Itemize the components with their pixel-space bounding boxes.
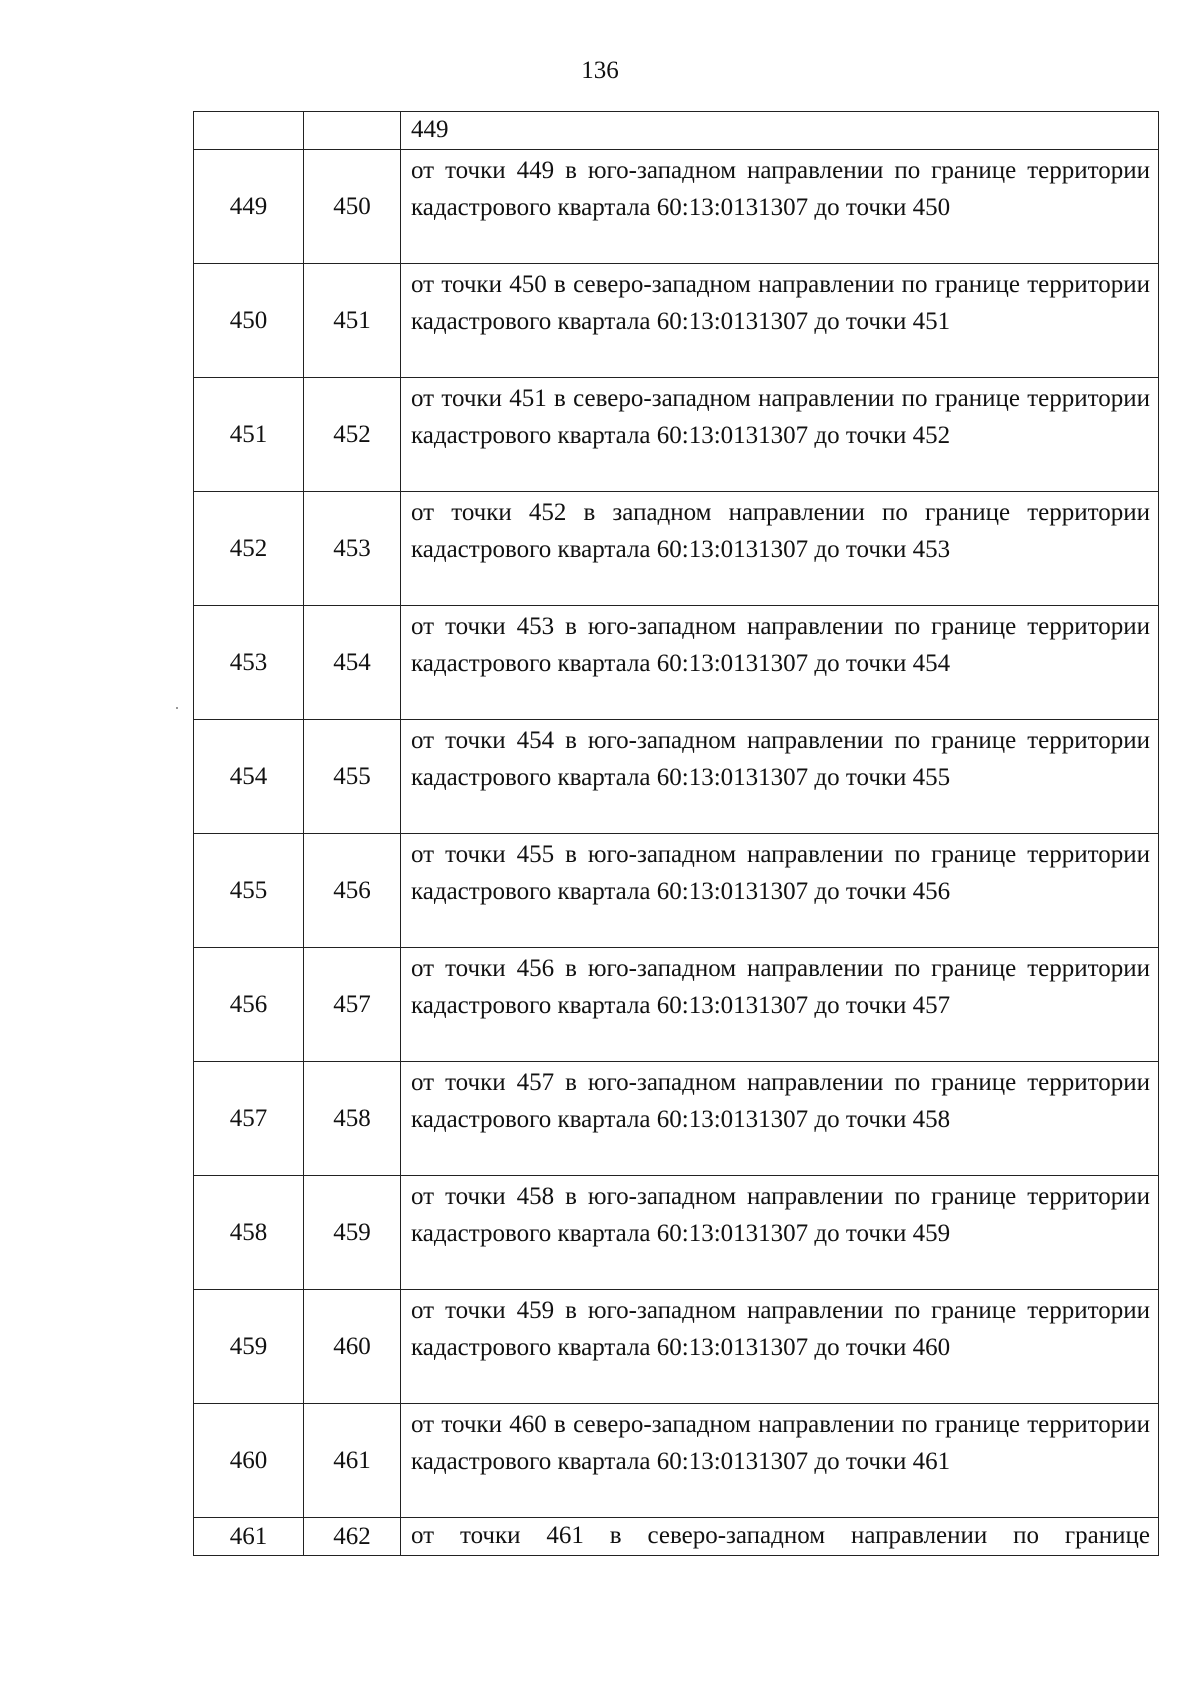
description-cell: от точки 449 в юго-западном направлении по границе территории кадастрового квартала 60:13:0131307 до точки 450 bbox=[401, 150, 1159, 264]
scan-artifact-dot bbox=[176, 707, 178, 709]
table-row bbox=[194, 1176, 1159, 1290]
to-point-cell: 453 bbox=[304, 492, 401, 606]
from-point-cell: 456 bbox=[194, 948, 304, 1062]
table-row bbox=[194, 1518, 1159, 1556]
description-cell: от точки 457 в юго-западном направлении по границе территории кадастрового квартала 60:13:0131307 до точки 458 bbox=[401, 1062, 1159, 1176]
from-point-cell: 449 bbox=[194, 150, 304, 264]
table-row bbox=[194, 1062, 1159, 1176]
to-point-cell: 450 bbox=[304, 150, 401, 264]
table-row bbox=[194, 606, 1159, 720]
to-point-cell: 452 bbox=[304, 378, 401, 492]
table-row bbox=[194, 264, 1159, 378]
description-cell: от точки 458 в юго-западном направлении по границе территории кадастрового квартала 60:13:0131307 до точки 459 bbox=[401, 1176, 1159, 1290]
table-row bbox=[194, 720, 1159, 834]
from-point-cell bbox=[194, 112, 304, 150]
from-point-cell: 452 bbox=[194, 492, 304, 606]
from-point-cell: 460 bbox=[194, 1404, 304, 1518]
boundary-table bbox=[193, 111, 1159, 1556]
description-cell: от точки 451 в северо-западном направлении по границе территории кадастрового квартала 60:13:0131307 до точки 452 bbox=[401, 378, 1159, 492]
to-point-cell: 456 bbox=[304, 834, 401, 948]
description-cell: от точки 455 в юго-западном направлении по границе территории кадастрового квартала 60:13:0131307 до точки 456 bbox=[401, 834, 1159, 948]
table-row bbox=[194, 492, 1159, 606]
description-cell: 449 bbox=[401, 112, 1159, 150]
from-point-cell: 461 bbox=[194, 1518, 304, 1556]
from-point-cell: 455 bbox=[194, 834, 304, 948]
to-point-cell: 455 bbox=[304, 720, 401, 834]
to-point-cell: 459 bbox=[304, 1176, 401, 1290]
description-cell: от точки 460 в северо-западном направлении по границе территории кадастрового квартала 60:13:0131307 до точки 461 bbox=[401, 1404, 1159, 1518]
table-row bbox=[194, 1290, 1159, 1404]
table-row bbox=[194, 948, 1159, 1062]
description-cell: от точки 459 в юго-западном направлении по границе территории кадастрового квартала 60:13:0131307 до точки 460 bbox=[401, 1290, 1159, 1404]
description-cell: от точки 452 в западном направлении по границе территории кадастрового квартала 60:13:0131307 до точки 453 bbox=[401, 492, 1159, 606]
to-point-cell: 461 bbox=[304, 1404, 401, 1518]
description-cell: от точки 450 в северо-западном направлении по границе территории кадастрового квартала 60:13:0131307 до точки 451 bbox=[401, 264, 1159, 378]
description-cell: от точки 456 в юго-западном направлении по границе территории кадастрового квартала 60:13:0131307 до точки 457 bbox=[401, 948, 1159, 1062]
to-point-cell: 457 bbox=[304, 948, 401, 1062]
from-point-cell: 450 bbox=[194, 264, 304, 378]
description-cell: от точки 454 в юго-западном направлении по границе территории кадастрового квартала 60:13:0131307 до точки 455 bbox=[401, 720, 1159, 834]
from-point-cell: 457 bbox=[194, 1062, 304, 1176]
table-row bbox=[194, 1404, 1159, 1518]
from-point-cell: 459 bbox=[194, 1290, 304, 1404]
from-point-cell: 454 bbox=[194, 720, 304, 834]
from-point-cell: 451 bbox=[194, 378, 304, 492]
to-point-cell: 460 bbox=[304, 1290, 401, 1404]
to-point-cell: 462 bbox=[304, 1518, 401, 1556]
from-point-cell: 458 bbox=[194, 1176, 304, 1290]
table-row bbox=[194, 112, 1159, 150]
to-point-cell bbox=[304, 112, 401, 150]
description-cell: от точки 453 в юго-западном направлении по границе территории кадастрового квартала 60:13:0131307 до точки 454 bbox=[401, 606, 1159, 720]
to-point-cell: 451 bbox=[304, 264, 401, 378]
page-number: 136 bbox=[581, 57, 619, 84]
to-point-cell: 454 bbox=[304, 606, 401, 720]
to-point-cell: 458 bbox=[304, 1062, 401, 1176]
table-row bbox=[194, 378, 1159, 492]
table-row bbox=[194, 834, 1159, 948]
table-row bbox=[194, 150, 1159, 264]
from-point-cell: 453 bbox=[194, 606, 304, 720]
description-cell: от точки 461 в северо-западном направлении по границе bbox=[401, 1518, 1159, 1556]
